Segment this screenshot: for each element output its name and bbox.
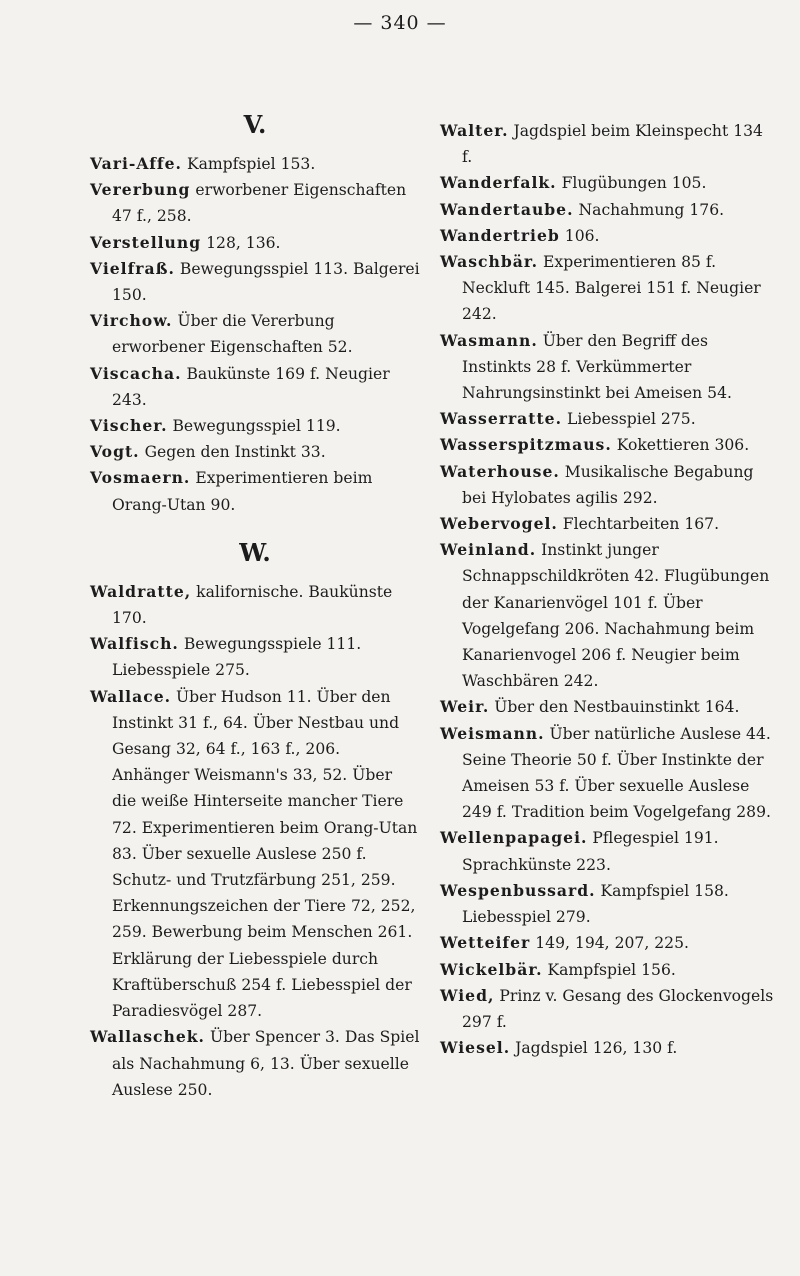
entry-headword: Virchow.	[90, 311, 173, 331]
entry-headword: Wickelbär.	[440, 959, 543, 979]
entry-headword: Verstellung	[90, 232, 202, 252]
entry-references: Bewegungsspiel 119.	[167, 417, 341, 436]
index-entry	[440, 223, 775, 249]
index-entry	[90, 631, 420, 683]
index-entry	[90, 177, 420, 229]
index-entry	[90, 361, 420, 413]
entry-headword: Wallaschek.	[90, 1027, 205, 1047]
entry-headword: Weismann.	[440, 723, 545, 743]
entry-references: Jagdspiel beim Kleinspecht 134 f.	[462, 122, 763, 167]
entry-references: Experimentieren beim Orang-Utan 90.	[112, 469, 373, 514]
index-entry	[90, 413, 420, 439]
entry-headword: Wandertaube.	[440, 199, 574, 219]
index-entry	[440, 406, 775, 432]
entry-references: Kampfspiel 156.	[542, 960, 676, 979]
entry-references: Gegen den Instinkt 33.	[139, 443, 326, 462]
entry-headword: Wespenbussard.	[440, 880, 596, 900]
index-entry	[90, 308, 420, 360]
index-entry	[440, 197, 775, 223]
entry-headword: Wetteifer	[440, 933, 531, 953]
entry-headword: Wallace.	[90, 686, 172, 706]
entry-headword: Vogt.	[90, 442, 140, 462]
entry-references: Über den Nestbauinstinkt 164.	[489, 698, 740, 717]
right-column	[440, 118, 775, 1061]
index-entry	[440, 170, 775, 196]
section-letter-v: V.	[243, 110, 267, 139]
entry-references: Kokettieren 306.	[611, 436, 750, 455]
index-entry	[440, 957, 775, 983]
index-entry	[90, 439, 420, 465]
right-column-entries	[440, 118, 775, 1061]
entry-references: Kampfspiel 158. Liebesspiel 279.	[462, 881, 729, 927]
index-entry	[440, 511, 775, 537]
entry-headword: Webervogel.	[440, 514, 558, 534]
index-entry	[440, 1035, 775, 1061]
entry-references: Pflegespiel 191. Sprachkünste 223.	[462, 829, 719, 874]
index-entry	[440, 825, 775, 877]
entry-headword: Wiesel.	[440, 1038, 511, 1058]
index-entry	[90, 151, 420, 177]
index-entry	[440, 878, 775, 930]
page-number: — 340 —	[353, 12, 447, 34]
entry-references: 106.	[559, 226, 600, 245]
left-column	[90, 108, 420, 1103]
index-entry	[90, 1024, 420, 1103]
entry-headword: Vererbung	[90, 180, 191, 200]
entry-references: Über Spencer 3. Das Spiel als Nachahmung 6, 13. Über sexuelle Auslese 250.	[112, 1028, 420, 1099]
entry-headword: Wellenpapagei.	[440, 828, 588, 848]
entry-headword: Wanderfalk.	[440, 173, 557, 193]
index-entry	[440, 328, 775, 407]
section-letter-w: W.	[239, 537, 271, 567]
entry-headword: Weinland.	[440, 540, 537, 560]
entry-references: Liebesspiel 275.	[562, 410, 696, 429]
index-entry	[440, 249, 775, 328]
entry-references: Experimentieren 85 f. Neckluft 145. Balgerei 151 f. Neugier 242.	[462, 253, 761, 324]
entry-references: Instinkt junger Schnappschildkröten 42. Flugübungen der Kanarienvögel 101 f. Über Vogelgefang 206. Nachahmung beim Kanarienvogel 206 f. Neugier beim Waschbären 242.	[462, 541, 770, 691]
entry-headword: Waterhouse.	[440, 461, 560, 481]
entry-references: 128, 136.	[201, 233, 281, 252]
entry-references: Baukünste 169 f. Neugier 243.	[112, 364, 390, 409]
entry-headword: Waschbär.	[440, 252, 539, 272]
entry-references: Über den Begriff des Instinkts 28 f. Verkümmerter Nahrungsinstinkt bei Ameisen 54.	[462, 331, 732, 403]
index-entry	[440, 432, 775, 458]
entry-headword: Waldratte,	[90, 581, 192, 601]
entry-references: Flugübungen 105.	[556, 174, 707, 193]
entry-headword: Vielfraß.	[90, 258, 175, 278]
index-entry	[440, 118, 775, 170]
entry-headword: Walter.	[440, 121, 509, 140]
section-v-entries	[90, 151, 420, 518]
entry-references: Über die Vererbung erworbener Eigenschaften 52.	[112, 312, 353, 357]
entry-references: Kampfspiel 153.	[181, 155, 316, 173]
index-entry	[440, 537, 775, 694]
entry-headword: Vosmaern.	[90, 468, 191, 488]
index-entry	[90, 684, 420, 1025]
entry-headword: Wied,	[440, 985, 495, 1005]
entry-references: Jagdspiel 126, 130 f.	[510, 1039, 678, 1058]
entry-references: Über Hudson 11. Über den Instinkt 31 f., 64. Über Nestbau und Gesang 32, 64 f., 163 f., 206. Anhänger Weismann's 33, 52. Über die weiße Hinterseite mancher Tiere 72. Experimentieren beim Orang-Utan 83. Über sexuelle Auslese 250 f. Schutz- und Trutzfärbung 251, 259. Erkennungszeichen der Tiere 72, 252, 259. Bewerbung beim Menschen 261. Erklärung der Liebesspiele durch Kraftüberschuß 254 f. Liebesspiel der Paradiesvögel 287.	[112, 687, 418, 1021]
entry-references: 149, 194, 207, 225.	[530, 934, 689, 953]
entry-references: Über natürliche Auslese 44. Seine Theorie 50 f. Über Instinkte der Ameisen 53 f. Über sexuelle Auslese 249 f. Tradition beim Vogelgefang 289.	[462, 724, 771, 822]
index-entry	[90, 256, 420, 308]
entry-references: Bewegungsspiele 111. Liebesspiele 275.	[112, 635, 362, 680]
entry-headword: Vischer.	[90, 416, 168, 436]
entry-references: Flechtarbeiten 167.	[557, 515, 720, 534]
index-entry	[440, 930, 775, 956]
entry-references: Bewegungsspiel 113. Balgerei 150.	[112, 259, 420, 305]
index-entry	[440, 694, 775, 720]
index-entry	[90, 579, 420, 631]
entry-headword: Wandertrieb	[440, 225, 560, 245]
index-entry	[90, 465, 420, 517]
entry-references: Musikalische Begabung bei Hylobates agilis 292.	[462, 462, 754, 507]
entry-headword: Wasmann.	[440, 330, 538, 350]
entry-references: Nachahmung 176.	[573, 200, 725, 219]
section-w-entries	[90, 579, 420, 1103]
entry-headword: Weir.	[440, 697, 490, 717]
index-entry	[440, 721, 775, 826]
index-entry	[90, 230, 420, 256]
index-entry	[440, 983, 775, 1035]
entry-headword: Walfisch.	[90, 634, 179, 654]
entry-references: erworbener Eigenschaften 47 f., 258.	[112, 181, 407, 226]
entry-references: kalifornische. Baukünste 170.	[112, 582, 393, 628]
entry-headword: Vari-Affe.	[90, 154, 182, 173]
entry-headword: Wasserratte.	[440, 409, 563, 429]
entry-headword: Viscacha.	[90, 363, 182, 383]
index-entry	[440, 459, 775, 511]
entry-headword: Wasserspitzmaus.	[440, 435, 612, 455]
entry-references: Prinz v. Gesang des Glockenvogels 297 f.	[462, 986, 774, 1031]
